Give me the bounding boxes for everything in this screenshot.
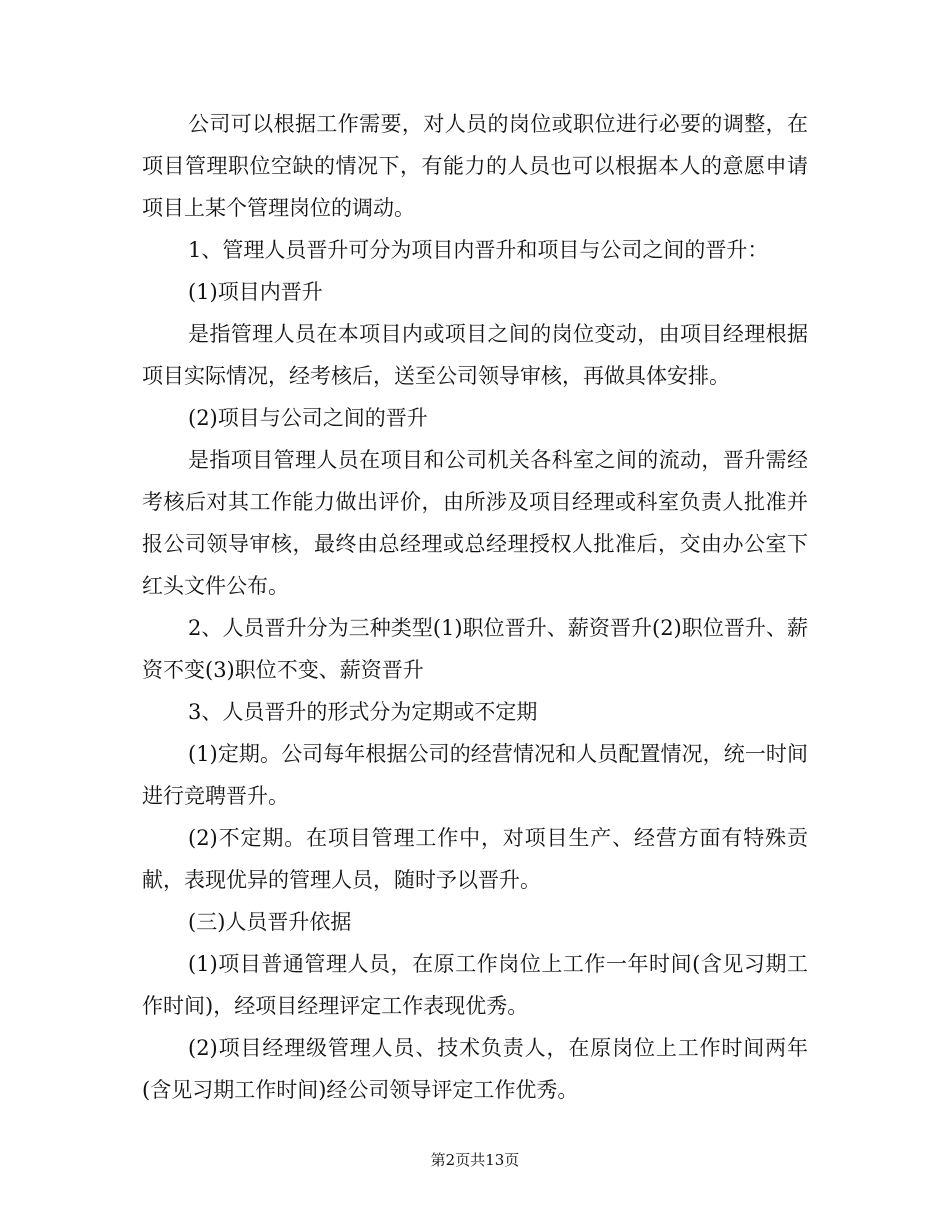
paragraph-subheading-2: (2)项目与公司之间的晋升 <box>188 406 428 430</box>
paragraph-item-2: 2、人员晋升分为三种类型(1)职位晋升、薪资晋升(2)职位晋升、薪资不变(3)职位不变、薪资晋升 <box>142 616 808 682</box>
page-number: 第2页共13页 <box>430 1151 520 1169</box>
paragraph-intro: 公司可以根据工作需要，对人员的岗位或职位进行必要的调整，在项目管理职位空缺的情况下，有能力的人员也可以根据本人的意愿申请项目上某个管理岗位的调动。 <box>142 112 808 220</box>
paragraph-basis-1: (1)项目普通管理人员，在原工作岗位上工作一年时间(含见习期工作时间)，经项目经理评定工作表现优秀。 <box>142 952 808 1018</box>
paragraph-item-3: 3、人员晋升的形式分为定期或不定期 <box>188 700 538 724</box>
document-body <box>142 103 808 1111</box>
paragraph-item-1: 1、管理人员晋升可分为项目内晋升和项目与公司之间的晋升： <box>188 238 769 262</box>
paragraph-basis-2: (2)项目经理级管理人员、技术负责人，在原岗位上工作时间两年(含见习期工作时间)经公司领导评定工作优秀。 <box>142 1036 808 1102</box>
paragraph-subheading-1: (1)项目内晋升 <box>188 280 323 304</box>
paragraph-internal-promotion: 是指管理人员在本项目内或项目之间的岗位变动，由项目经理根据项目实际情况，经考核后，送至公司领导审核，再做具体安排。 <box>142 322 808 388</box>
paragraph-company-promotion: 是指项目管理人员在项目和公司机关各科室之间的流动，晋升需经考核后对其工作能力做出评价，由所涉及项目经理或科室负责人批准并报公司领导审核，最终由总经理或总经理授权人批准后，交由办公室下红头文件公布。 <box>142 448 808 598</box>
paragraph-regular: (1)定期。公司每年根据公司的经营情况和人员配置情况，统一时间进行竞聘晋升。 <box>142 742 808 808</box>
paragraph-irregular: (2)不定期。在项目管理工作中，对项目生产、经营方面有特殊贡献，表现优异的管理人员，随时予以晋升。 <box>142 826 808 892</box>
section-heading-basis: (三)人员晋升依据 <box>188 910 352 934</box>
